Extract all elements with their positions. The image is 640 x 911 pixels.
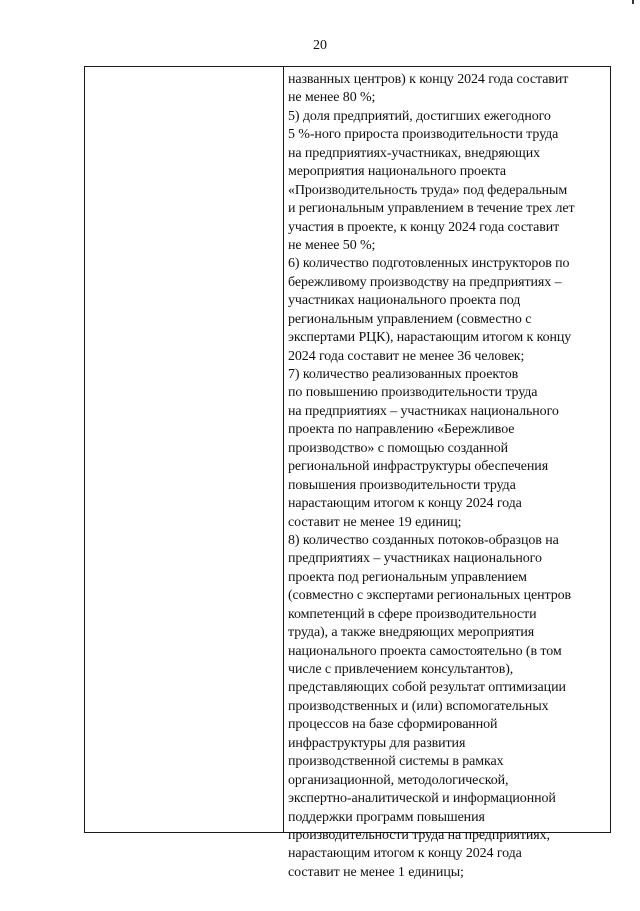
- text-line: и региональным управлением в течение трех лет: [288, 201, 575, 217]
- text-line: не менее 80 %;: [288, 90, 376, 106]
- table-right-column: [284, 67, 610, 880]
- text-line: инфраструктуры для развития: [288, 735, 466, 751]
- text-line: национального проекта самостоятельно (в том: [288, 643, 562, 659]
- text-line: производительности труда на предприятиях,: [288, 827, 550, 843]
- text-line: повышения производительности труда: [288, 477, 516, 493]
- text-line: экспертно-аналитической и информационной: [288, 791, 556, 807]
- text-line: бережливому производству на предприятиях –: [288, 274, 562, 290]
- text-line: проекта по направлению «Бережливое: [288, 422, 515, 438]
- text-line: труда), а также внедряющих мероприятия: [288, 625, 535, 641]
- scan-mark: [632, 0, 634, 4]
- text-line: «Производительность труда» под федеральным: [288, 182, 568, 198]
- text-line: мероприятия национального проекта: [288, 164, 507, 180]
- text-line: производство» с помощью созданной: [288, 440, 509, 456]
- text-line: числе с привлечением консультантов),: [288, 662, 514, 677]
- table-left-column: [85, 67, 284, 832]
- text-line: нарастающим итогом к концу 2024 года: [288, 846, 522, 862]
- text-line: представляющих собой результат оптимизации: [288, 680, 566, 696]
- text-line: региональным управлением (совместно с: [288, 311, 532, 327]
- text-line: производственной системы в рамках: [288, 754, 504, 770]
- text-line: региональной инфраструктуры обеспечения: [288, 459, 549, 475]
- page-number: 20: [313, 38, 327, 53]
- text-line: 8) количество созданных потоков-образцов на: [288, 532, 559, 548]
- document-table: [84, 66, 611, 880]
- text-line: на предприятиях-участниках, внедряющих: [288, 145, 540, 161]
- text-line: нарастающим итогом к концу 2024 года: [288, 496, 522, 512]
- text-line: составит не менее 1 единицы;: [288, 864, 464, 880]
- text-line: по повышению производительности труда: [288, 385, 538, 401]
- text-line: на предприятиях – участниках национального: [288, 403, 559, 419]
- text-line: 5) доля предприятий, достигших ежегодного: [288, 108, 551, 124]
- text-line: не менее 50 %;: [288, 237, 376, 253]
- text-line: составит не менее 19 единиц;: [288, 514, 462, 530]
- text-line: организационной, методологической,: [288, 772, 509, 788]
- text-line: 6) количество подготовленных инструкторов по: [288, 256, 570, 272]
- text-line: (совместно с экспертами региональных центров: [288, 588, 572, 604]
- text-line: 5 %-ного прироста производительности труда: [288, 127, 559, 143]
- text-line: экспертами РЦК), нарастающим итогом к концу: [288, 330, 572, 346]
- text-line: производственных и (или) вспомогательных: [288, 698, 549, 714]
- text-line: поддержки программ повышения: [288, 809, 485, 825]
- text-line: проекта под региональным управлением: [288, 569, 527, 585]
- text-line: участниках национального проекта под: [288, 293, 521, 309]
- text-line: 2024 года составит не менее 36 человек;: [288, 348, 525, 364]
- text-line: 7) количество реализованных проектов: [288, 367, 519, 382]
- text-line: названных центров) к концу 2024 года составит: [288, 72, 569, 87]
- text-line: участия в проекте, к концу 2024 года составит: [288, 219, 560, 235]
- text-line: предприятиях – участниках национального: [288, 551, 542, 567]
- text-line: компетенций в сфере производительности: [288, 606, 537, 622]
- text-line: процессов на базе сформированной: [288, 717, 498, 733]
